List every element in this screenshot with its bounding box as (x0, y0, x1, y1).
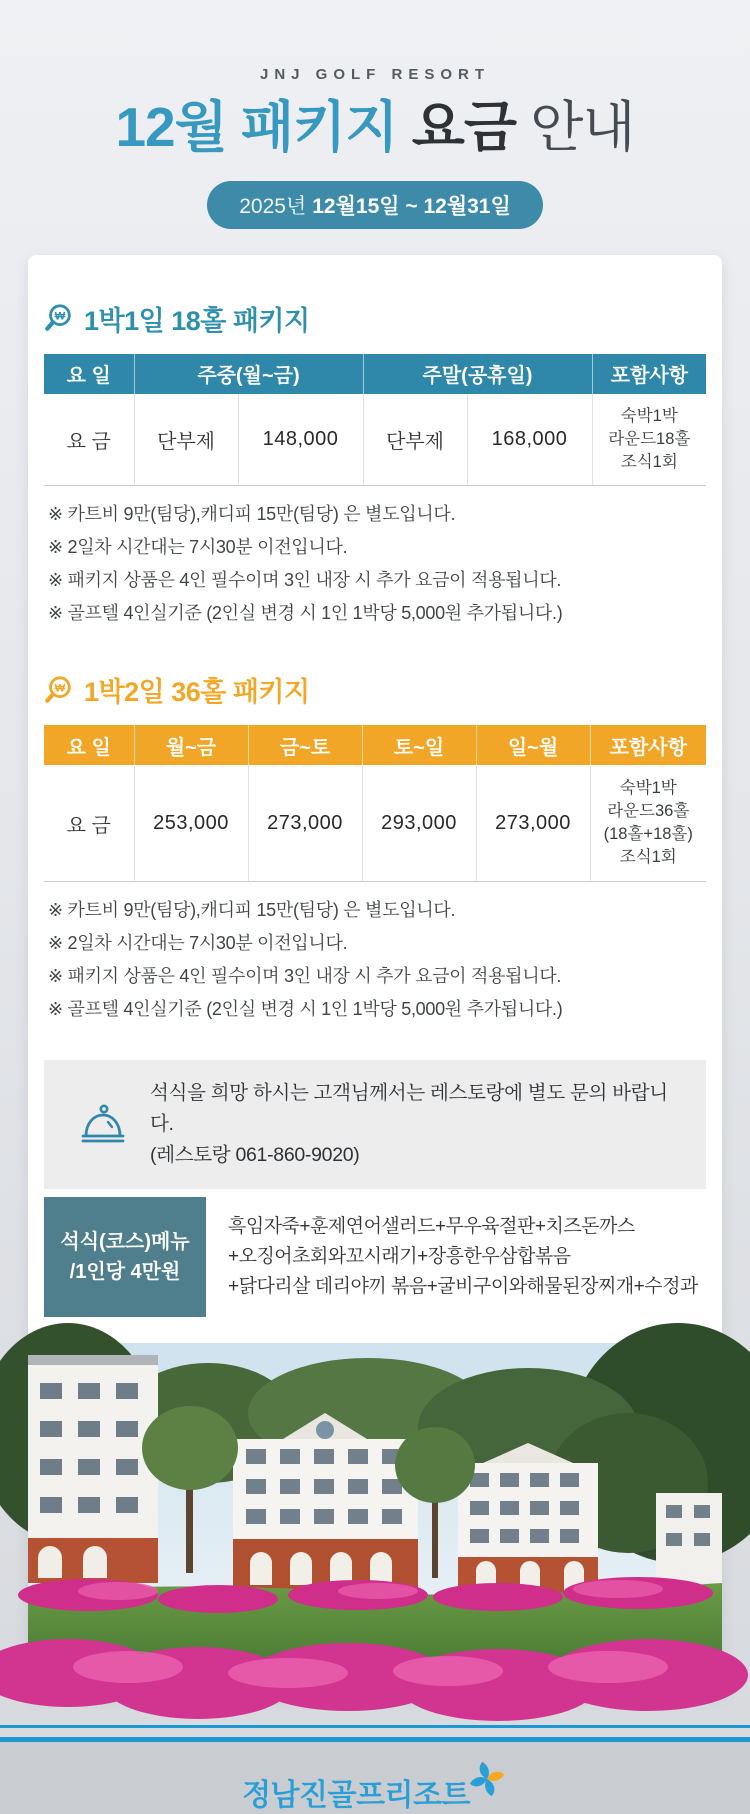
note-line: ※ 2일차 시간대는 7시30분 이전입니다. (48, 932, 348, 953)
content-card (28, 255, 722, 1695)
table-18hole-header-row (44, 354, 706, 394)
dinner-notice-line2: (레스토랑 061-860-9020) (150, 1143, 360, 1166)
note-line: ※ 2일차 시간대는 7시30분 이전입니다. (48, 537, 348, 558)
includes-line: 숙박1박 (619, 779, 677, 797)
note-line: ※ 골프텔 4인실기준 (2인실 변경 시 1인 1박당 5,000원 추가됩니다.) (48, 998, 563, 1019)
includes-line: 숙박1박 (620, 407, 678, 425)
svg-text:₩: ₩ (54, 310, 66, 323)
col-weekend: 주말(공휴일) (363, 354, 592, 394)
section-18hole-title: 1박1일 18홀 패키지 (84, 305, 310, 336)
footer-logo-text: 정남진골프리조트 (242, 1778, 470, 1812)
col-sun-mon: 일~월 (476, 725, 590, 765)
weekday-price: 148,000 (238, 394, 363, 486)
includes-line: (18홀+18홀) (603, 825, 693, 843)
footer-logo (0, 1758, 750, 1814)
dinner-notice-box (44, 1060, 706, 1189)
section-36hole-heading (44, 670, 706, 709)
won-magnifier-icon (44, 303, 74, 333)
weekend-type: 단부제 (363, 394, 467, 486)
table-36hole-header-row (44, 725, 706, 765)
note-line: ※ 카트비 9만(팀당),캐디피 15만(팀당) 은 별도입니다. (48, 504, 456, 525)
dinner-menu-label-line2: /1인당 4만원 (69, 1260, 181, 1283)
brand-text: JNJ GOLF RESORT (259, 66, 491, 83)
page-title (0, 96, 750, 158)
table-36hole (44, 725, 706, 882)
title-light-part: 안내 (530, 96, 635, 158)
col-weekday: 주중(월~금) (134, 354, 363, 394)
title-dark-part: 요금 (411, 96, 516, 158)
title-blue-part: 12월 패키지 (115, 96, 398, 158)
section-36hole-title: 1박2일 36홀 패키지 (84, 677, 310, 708)
col-day: 요 일 (44, 725, 134, 765)
menu-items-line: +닭다리살 데리야끼 볶음+굴비구이와해물된장찌개+수정과 (228, 1275, 698, 1297)
col-mon-fri: 월~금 (134, 725, 248, 765)
col-includes: 포함사항 (590, 725, 706, 765)
section-18hole-heading (44, 299, 706, 338)
footer-bottom-bar (0, 1737, 750, 1742)
date-badge-range: 12월15일 ~ 12월31일 (312, 194, 511, 218)
svg-text:₩: ₩ (54, 682, 66, 695)
serving-dome-icon (77, 1098, 129, 1150)
row-label: 요 금 (44, 765, 134, 881)
cloche-icon-wrap (64, 1098, 142, 1150)
resort-photo-illustration (28, 1343, 722, 1695)
dinner-menu-items (206, 1197, 706, 1317)
includes-line: 조식1회 (620, 453, 678, 471)
dinner-notice-line1: 석식을 희망 하시는 고객님께서는 레스토랑에 별도 문의 바랍니다. (150, 1081, 668, 1135)
price-sun-mon: 273,000 (476, 765, 590, 881)
table-18hole (44, 354, 706, 487)
date-badge (207, 181, 543, 229)
notes-36hole (48, 894, 706, 1026)
resort-photo (28, 1343, 722, 1695)
note-line: ※ 패키지 상품은 4인 필수이며 3인 내장 시 추가 요금이 적용됩니다. (48, 965, 562, 986)
dinner-menu-label-line1: 석식(코스)메뉴 (60, 1230, 190, 1253)
includes-line: 조식1회 (619, 848, 677, 866)
col-day: 요 일 (44, 354, 134, 394)
footer-rule (0, 1725, 750, 1728)
price-fri-sat: 273,000 (248, 765, 362, 881)
weekday-type: 단부제 (134, 394, 238, 486)
note-line: ※ 카트비 9만(팀당),캐디피 15만(팀당) 은 별도입니다. (48, 899, 456, 920)
header (0, 0, 750, 229)
menu-items-line: +오징어초회와꼬시래기+장흥한우삼합볶음 (228, 1245, 571, 1267)
table-18hole-price-row (44, 394, 706, 486)
menu-items-line: 흑임자죽+훈제연어샐러드+무우육절판+치즈돈까스 (228, 1215, 635, 1237)
dinner-notice-text (150, 1078, 686, 1171)
dinner-menu-label (44, 1197, 206, 1317)
date-badge-year: 2025년 (239, 194, 307, 218)
row-label: 요 금 (44, 394, 134, 486)
table-36hole-price-row (44, 765, 706, 881)
price-mon-fri: 253,000 (134, 765, 248, 881)
includes-line: 라운드18홀 (608, 430, 691, 448)
note-line: ※ 패키지 상품은 4인 필수이며 3인 내장 시 추가 요금이 적용됩니다. (48, 570, 562, 591)
note-line: ※ 골프텔 4인실기준 (2인실 변경 시 1인 1박당 5,000원 추가됩니다.) (48, 603, 563, 624)
col-sat-sun: 토~일 (362, 725, 476, 765)
price-sat-sun: 293,000 (362, 765, 476, 881)
includes-cell (592, 394, 706, 486)
pinwheel-logo-icon (466, 1758, 508, 1800)
includes-line: 라운드36홀 (607, 802, 690, 820)
col-includes: 포함사항 (592, 354, 706, 394)
dinner-menu-box (44, 1197, 706, 1317)
notes-18hole (48, 498, 706, 630)
won-magnifier-icon (44, 675, 74, 705)
includes-cell (590, 765, 706, 881)
weekend-price: 168,000 (467, 394, 592, 486)
col-fri-sat: 금~토 (248, 725, 362, 765)
